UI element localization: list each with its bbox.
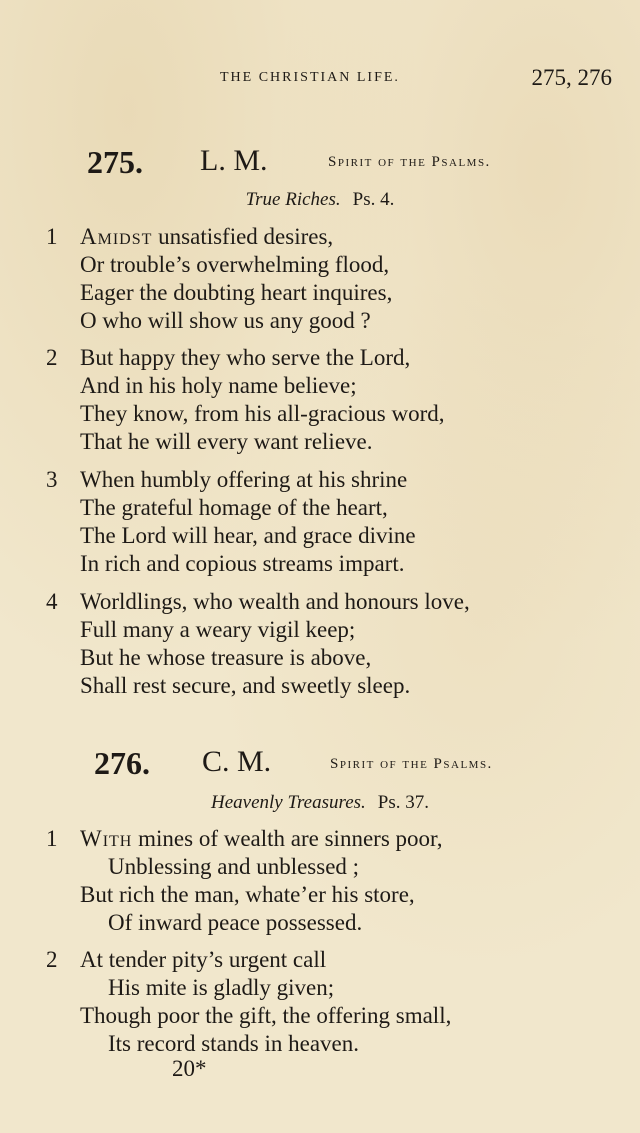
verse-number: 1 [46, 826, 58, 851]
verse-number: 1 [46, 224, 58, 249]
hymn-meter: L. M. [200, 144, 268, 177]
verse-line: The grateful homage of the heart, [80, 495, 388, 520]
verse-line: O who will show us any good ? [80, 308, 371, 333]
psalm-reference: Ps. 4. [352, 189, 395, 210]
verse-line: At tender pity’s urgent call [80, 947, 327, 972]
verse-line: Unblessing and unblessed ; [108, 854, 360, 879]
hymn-subtitle-text: True Riches. [245, 189, 341, 210]
verse-line: That he will every want relieve. [80, 429, 373, 454]
verse-number: 2 [46, 345, 58, 370]
verse-line: His mite is gladly given; [108, 975, 335, 1000]
verse-line: The Lord will hear, and grace divine [80, 523, 416, 548]
running-head-page-numbers: 275, 276 [531, 65, 612, 90]
psalm-reference: Ps. 37. [377, 792, 429, 813]
hymn-heading [0, 144, 640, 184]
verse-line: Its record stands in heaven. [108, 1031, 360, 1056]
signature-mark: 20* [172, 1056, 207, 1081]
verse-number: 4 [46, 589, 58, 614]
verse-line [80, 224, 333, 252]
verse-line: But he whose treasure is above, [80, 645, 372, 670]
verse-line: In rich and copious streams impart. [80, 551, 405, 576]
verse-line: And in his holy name believe; [80, 373, 357, 398]
running-head-title: THE CHRISTIAN LIFE. [220, 70, 400, 85]
verse-line: But rich the man, whate’er his store, [80, 882, 415, 907]
hymn-subtitle [0, 792, 640, 814]
hymn-subtitle-text: Heavenly Treasures. [210, 792, 366, 813]
verse-line-text: mines of wealth are sinners poor, [138, 826, 443, 851]
verse-line: When humbly offering at his shrine [80, 467, 408, 492]
verse-first-word: Amidst [80, 224, 153, 249]
hymn-subtitle [0, 189, 640, 211]
hymn-heading [0, 745, 640, 785]
verse-line-text: unsatisfied desires, [158, 224, 334, 249]
verse-line: Though poor the gift, the offering small, [80, 1003, 452, 1028]
verse-number: 2 [46, 947, 58, 972]
hymn-source: Spirit of the Psalms. [328, 154, 491, 170]
verse-number: 3 [46, 467, 58, 492]
hymn-number: 276. [94, 745, 150, 781]
verse-line: Eager the doubting heart inquires, [80, 280, 393, 305]
hymn-number: 275. [87, 144, 143, 180]
verse-line: Of inward peace possessed. [108, 910, 363, 935]
verse-first-word: With [80, 826, 133, 851]
verse-line: They know, from his all-gracious word, [80, 401, 445, 426]
verse-line: Worldlings, who wealth and honours love, [80, 589, 470, 614]
hymn-meter: C. M. [202, 745, 272, 778]
verse-line: Shall rest secure, and sweetly sleep. [80, 673, 411, 698]
hymn-source: Spirit of the Psalms. [330, 756, 493, 772]
running-head [220, 66, 612, 92]
verse-line [80, 826, 443, 854]
verse-line: But happy they who serve the Lord, [80, 345, 411, 370]
verse-line: Full many a weary vigil keep; [80, 617, 356, 642]
verse-line: Or trouble’s overwhelming flood, [80, 252, 390, 277]
